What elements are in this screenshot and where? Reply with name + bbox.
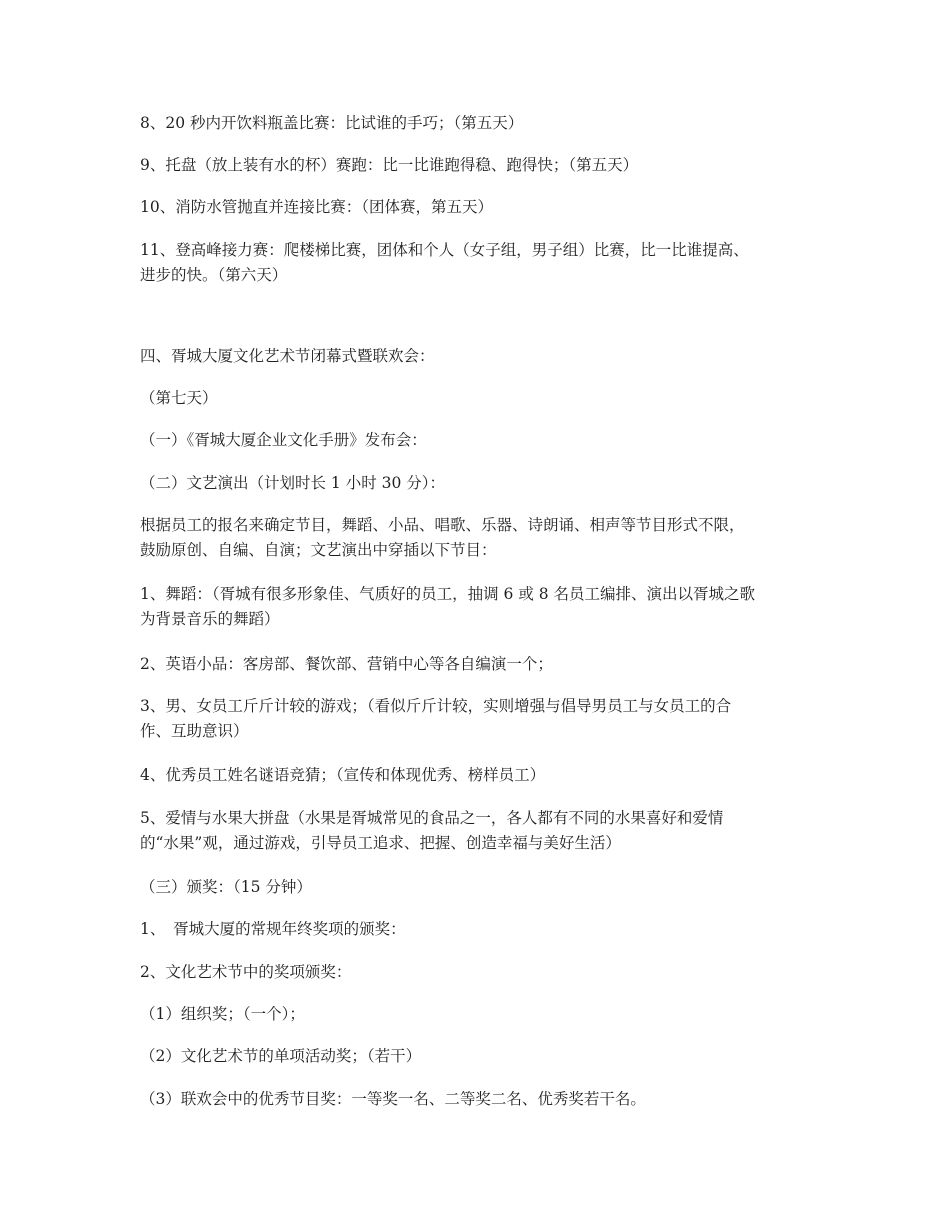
- subsection-2: [140, 471, 812, 496]
- paragraph-day-seven: [140, 386, 812, 411]
- paragraph-line: （3）联欢会中的优秀节目奖：一等奖一名、二等奖二名、优秀奖若干名。: [140, 1090, 646, 1108]
- paragraph-line: 的“水果”观，通过游戏，引导员工追求、把握、创造幸福与美好生活）: [140, 834, 621, 852]
- paragraph-line: （1）组织奖；（一个）；: [140, 1005, 305, 1023]
- award-subitem-1: [140, 1002, 812, 1027]
- paragraph-line: 9、托盘（放上装有水的杯）赛跑：比一比谁跑得稳、跑得快；（第五天）: [140, 156, 639, 174]
- paragraph-line: （第七天）: [140, 389, 218, 407]
- paragraph-line: 鼓励原创、自编、自演；文艺演出中穿插以下节目：: [140, 541, 497, 559]
- paragraph-line: （2）文化艺术节的单项活动奖；（若干）: [140, 1047, 422, 1065]
- paragraph-line: （一）《胥城大厦企业文化手册》发布会：: [140, 431, 427, 449]
- paragraph-item-11: [140, 238, 812, 288]
- paragraph-line: 为背景音乐的舞蹈）: [140, 610, 280, 628]
- subsection-1: [140, 428, 812, 453]
- paragraph-line: （三）颁奖：（15 分钟）: [140, 878, 312, 896]
- paragraph-line: 1、舞蹈：（胥城有很多形象佳、气质好的员工，抽调 6 或 8 名员工编排、演出以胥城之歌: [140, 585, 756, 603]
- paragraph-line: 四、胥城大厦文化艺术节闭幕式暨联欢会：: [140, 347, 435, 365]
- paragraph-line: 1、 胥城大厦的常规年终奖项的颁奖：: [140, 920, 406, 938]
- paragraph-program-intro: [140, 513, 812, 563]
- paragraph-item-9: [140, 153, 812, 178]
- paragraph-line: （二）文艺演出（计划时长 1 小时 30 分）：: [140, 474, 446, 492]
- program-item-3: [140, 694, 812, 744]
- award-subitem-3: [140, 1087, 812, 1112]
- program-item-1: [140, 582, 812, 632]
- paragraph-line: 根据员工的报名来确定节目，舞蹈、小品、唱歌、乐器、诗朗诵、相声等节目形式不限，: [140, 516, 745, 534]
- paragraph-line: 2、文化艺术节中的奖项颁奖：: [140, 963, 352, 981]
- paragraph-line: 3、男、女员工斤斤计较的游戏；（看似斤斤计较，实则增强与倡导男员工与女员工的合: [140, 697, 732, 715]
- subsection-3: [140, 875, 812, 900]
- award-subitem-2: [140, 1044, 812, 1069]
- paragraph-line: 5、爱情与水果大拼盘（水果是胥城常见的食品之一，各人都有不同的水果喜好和爱情: [140, 809, 724, 827]
- paragraph-item-8: [140, 111, 812, 136]
- paragraph-line: 作、互助意识）: [140, 722, 249, 740]
- paragraph-line: 8、20 秒内开饮料瓶盖比赛：比试谁的手巧；（第五天）: [140, 114, 524, 132]
- award-item-1: [140, 917, 812, 942]
- program-item-4: [140, 763, 812, 788]
- award-item-2: [140, 960, 812, 985]
- paragraph-line: 11、登高峰接力赛：爬楼梯比赛，团体和个人（女子组，男子组）比赛，比一比谁提高、: [140, 241, 749, 259]
- paragraph-line: 10、消防水管抛直并连接比赛：（团体赛，第五天）: [140, 198, 493, 216]
- paragraph-line: 4、优秀员工姓名谜语竞猜；（宣传和体现优秀、榜样员工）: [140, 766, 546, 784]
- program-item-5: [140, 806, 812, 856]
- paragraph-line: 进步的快。（第六天）: [140, 266, 288, 284]
- paragraph-line: 2、英语小品：客房部、餐饮部、营销中心等各自编演一个；: [140, 655, 553, 673]
- section-heading-4: [140, 344, 812, 369]
- program-item-2: [140, 652, 812, 677]
- paragraph-item-10: [140, 195, 812, 220]
